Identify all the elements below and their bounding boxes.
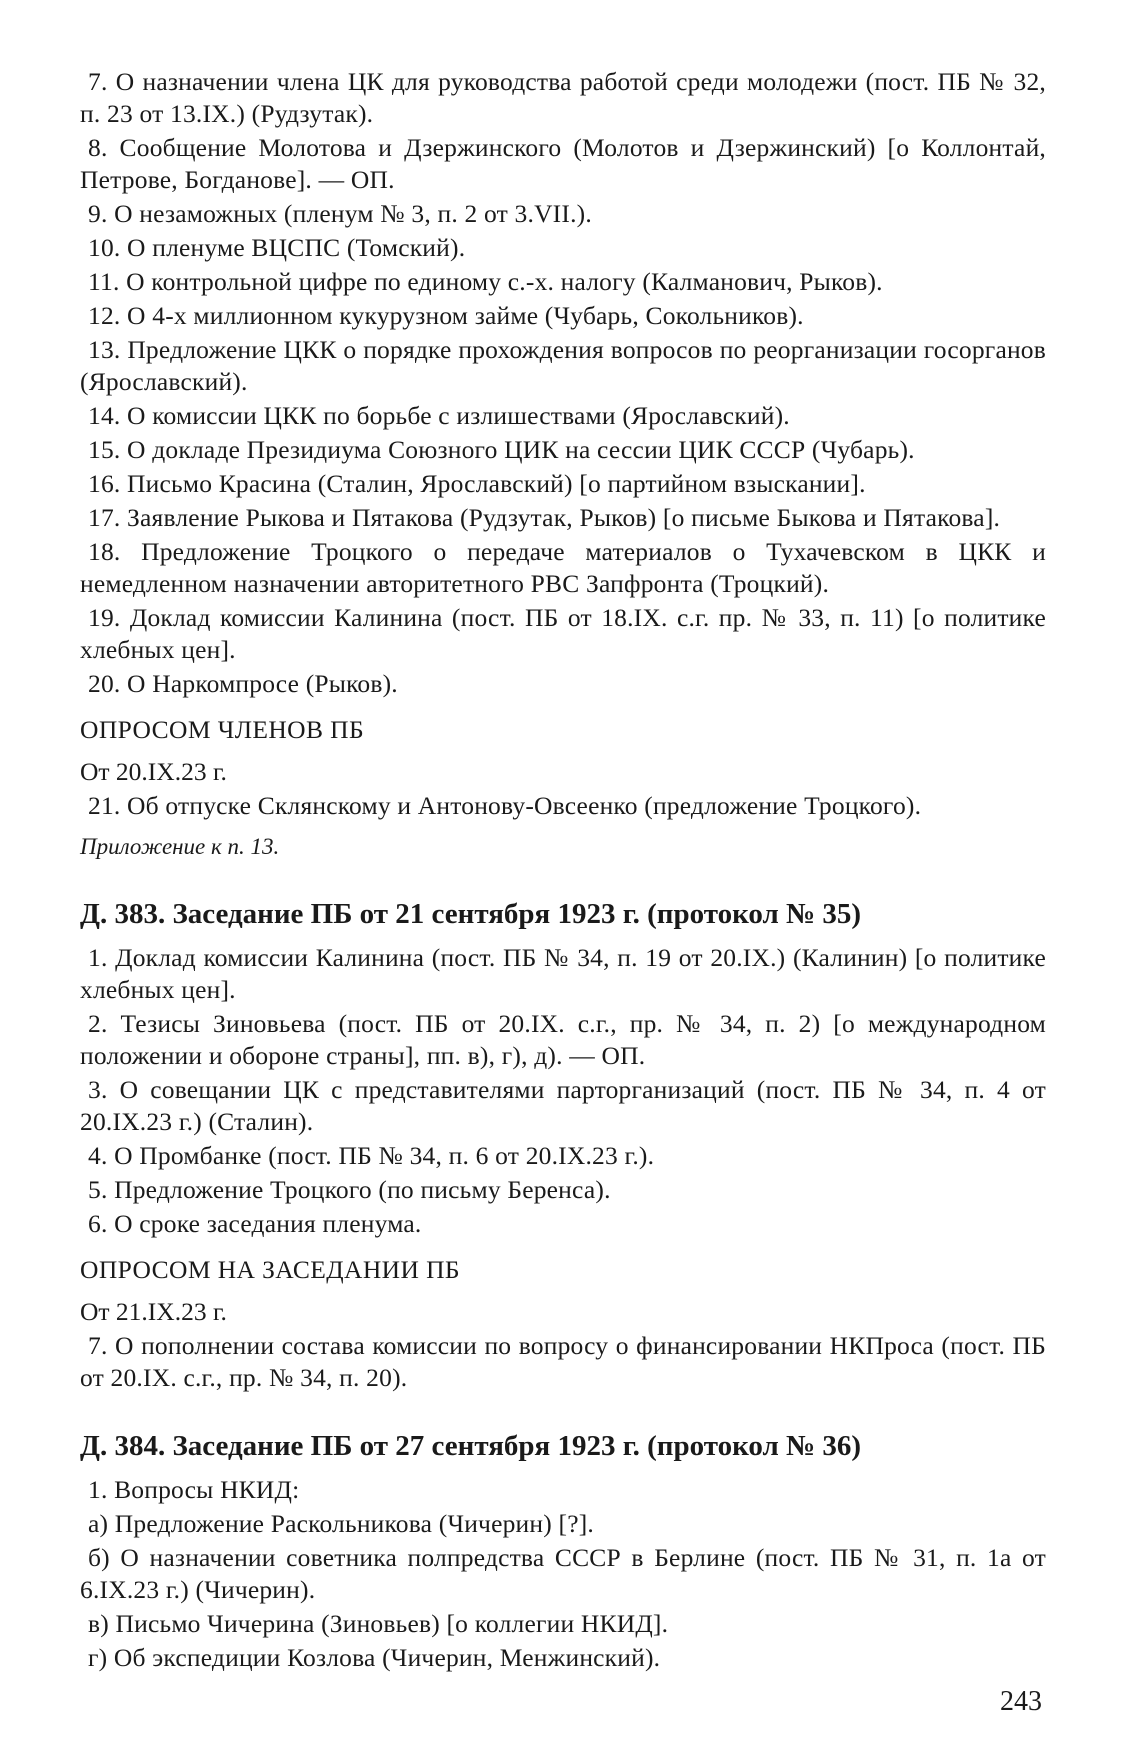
list-item: 20. О Наркомпросе (Рыков). [88,669,398,698]
list-item: 12. О 4-х миллионном кукурузном займе (Чубарь, Сокольников). [88,301,804,330]
list-item: 17. Заявление Рыкова и Пятакова (Рудзутак, Рыков) [о письме Быкова и Пятакова]. [88,503,1001,532]
poll-date: От 21.IX.23 г. [80,1297,227,1326]
list-item: 21. Об отпуске Склянскому и Антонову-Овсеенко (предложение Троцкого). [88,791,922,820]
list-item: б) О назначении советника полпредства СССР в Берлине (пост. ПБ № 31, п. 1а от 6.IX.23 г.) (Чичерин). [80,1543,1046,1604]
list-item: 6. О сроке заседания пленума. [88,1209,422,1238]
section-383-title: Д. 383. Заседание ПБ от 21 сентября 1923 г. (протокол № 35) [80,898,862,930]
list-item: 18. Предложение Троцкого о передаче материалов о Тухачевском в ЦКК и немедленном назначении авторитетного РВС Запфронта (Троцкий). [80,537,1046,598]
list-item: 3. О совещании ЦК с представителями парторганизаций (пост. ПБ № 34, п. 4 от 20.IX.23 г.) (Сталин). [80,1075,1046,1136]
list-item: 11. О контрольной цифре по единому с.-х. налогу (Калманович, Рыков). [88,267,883,296]
list-item: 4. О Промбанке (пост. ПБ № 34, п. 6 от 20.IX.23 г.). [88,1141,655,1170]
section-384-title: Д. 384. Заседание ПБ от 27 сентября 1923 г. (протокол № 36) [80,1430,862,1462]
list-item: 14. О комиссии ЦКК по борьбе с излишествами (Ярославский). [88,401,790,430]
list-item: 2. Тезисы Зиновьева (пост. ПБ от 20.IX. с.г., пр. № 34, п. 2) [о международном положении и обороне страны], пп. в), г), д). — ОП. [80,1009,1046,1070]
list-item: 1. Доклад комиссии Калинина (пост. ПБ № 34, п. 19 от 20.IX.) (Калинин) [о политике хлебных цен]. [80,943,1046,1004]
list-item: а) Предложение Раскольникова (Чичерин) [?]. [88,1509,594,1538]
list-item: 8. Сообщение Молотова и Дзержинского (Молотов и Дзержинский) [о Коллонтай, Петрове, Богданове]. — ОП. [80,133,1046,194]
list-item: 9. О незаможных (пленум № 3, п. 2 от 3.VII.). [88,199,592,228]
text-column [80,66,1046,1676]
list-item: 15. О докладе Президиума Союзного ЦИК на сессии ЦИК СССР (Чубарь). [88,435,915,464]
appendix-note: Приложение к п. 13. [80,834,280,859]
page-number: 243 [1000,1686,1042,1717]
list-item: 16. Письмо Красина (Сталин, Ярославский) [о партийном взыскании]. [88,469,866,498]
list-item: 10. О пленуме ВЦСПС (Томский). [88,233,466,262]
list-item: г) Об экспедиции Козлова (Чичерин, Менжинский). [88,1643,661,1672]
list-item: 7. О назначении члена ЦК для руководства работой среди молодежи (пост. ПБ № 32, п. 23 от 13.IX.) (Рудзутак). [80,67,1046,128]
list-item: в) Письмо Чичерина (Зиновьев) [о коллегии НКИД]. [88,1609,669,1638]
list-item: 19. Доклад комиссии Калинина (пост. ПБ от 18.IX. с.г. пр. № 33, п. 11) [о политике хлебных цен]. [80,603,1046,664]
poll-heading: ОПРОСОМ ЧЛЕНОВ ПБ [80,715,365,744]
list-item: 5. Предложение Троцкого (по письму Беренса). [88,1175,611,1204]
poll-heading: ОПРОСОМ НА ЗАСЕДАНИИ ПБ [80,1255,460,1284]
list-item: 1. Вопросы НКИД: [88,1475,300,1504]
poll-date: От 20.IX.23 г. [80,757,227,786]
list-item: 13. Предложение ЦКК о порядке прохождения вопросов по реорганизации госорганов (Ярославский). [80,335,1046,396]
list-item: 7. О пополнении состава комиссии по вопросу о финансировании НКПроса (пост. ПБ от 20.IX. с.г., пр. № 34, п. 20). [80,1331,1046,1392]
